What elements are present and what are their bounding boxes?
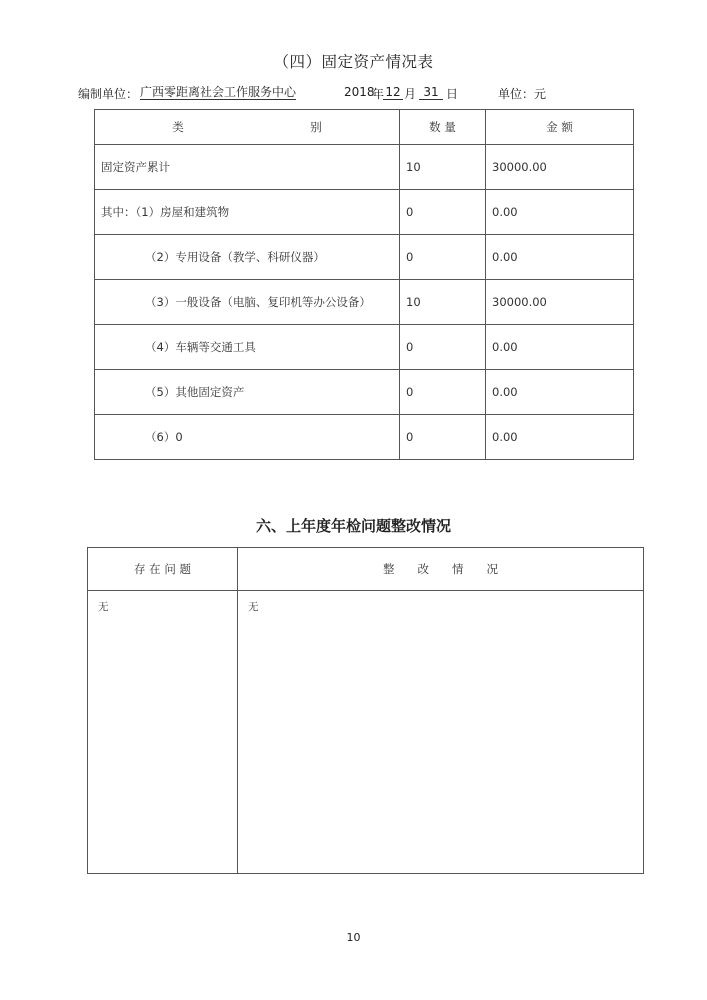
row-label: （2）专用设备（教学、科研仪器） <box>95 235 400 280</box>
status-value: 无 <box>238 591 644 874</box>
unit-value: 广西零距离社会工作服务中心 <box>140 85 297 99</box>
row-quantity: 0 <box>400 190 486 235</box>
row-quantity: 10 <box>400 280 486 325</box>
row-amount: 0.00 <box>486 235 634 280</box>
rectification-table <box>87 547 644 874</box>
row-label: （5）其他固定资产 <box>95 370 400 415</box>
row-quantity: 0 <box>400 325 486 370</box>
row-label: （6）0 <box>95 415 400 460</box>
day-char: 日 <box>446 87 459 101</box>
row-amount: 30000.00 <box>486 145 634 190</box>
row-amount: 30000.00 <box>486 280 634 325</box>
table-header-row <box>95 110 634 145</box>
report-day: 31 <box>419 85 443 100</box>
row-quantity: 0 <box>400 370 486 415</box>
row-amount: 0.00 <box>486 190 634 235</box>
table-row <box>95 145 634 190</box>
rectification-title: 六、上年度年检问题整改情况 <box>255 517 451 535</box>
year-char: 年 <box>372 87 385 101</box>
header-issues: 存 在 问 题 <box>88 548 238 591</box>
row-label: （3）一般设备（电脑、复印机等办公设备） <box>95 280 400 325</box>
table-row <box>95 280 634 325</box>
row-quantity: 10 <box>400 145 486 190</box>
fixed-assets-title: （四）固定资产情况表 <box>273 53 434 71</box>
table-header-row <box>88 548 644 591</box>
header-amount: 金 额 <box>486 110 634 145</box>
row-quantity: 0 <box>400 235 486 280</box>
currency-unit: 单位：元 <box>498 87 547 101</box>
row-amount: 0.00 <box>486 415 634 460</box>
month-char: 月 <box>404 87 417 101</box>
row-label: 其中：（1）房屋和建筑物 <box>95 190 400 235</box>
report-month: 12 <box>383 85 403 100</box>
page-number: 10 <box>346 931 361 944</box>
row-label: （4）车辆等交通工具 <box>95 325 400 370</box>
table-row <box>95 190 634 235</box>
unit-label: 编制单位： <box>78 87 139 101</box>
fixed-assets-table <box>94 109 634 460</box>
row-amount: 0.00 <box>486 370 634 415</box>
table-row <box>95 235 634 280</box>
row-quantity: 0 <box>400 415 486 460</box>
table-row <box>95 370 634 415</box>
table-row <box>95 415 634 460</box>
header-quantity: 数 量 <box>400 110 486 145</box>
table-row <box>95 325 634 370</box>
issues-value: 无 <box>88 591 238 874</box>
row-label: 固定资产累计 <box>95 145 400 190</box>
report-year: 2018 <box>344 85 375 99</box>
row-amount: 0.00 <box>486 325 634 370</box>
header-category: 类 别 <box>95 110 400 145</box>
header-status: 整 改 情 况 <box>238 548 644 591</box>
table-row <box>88 591 644 874</box>
